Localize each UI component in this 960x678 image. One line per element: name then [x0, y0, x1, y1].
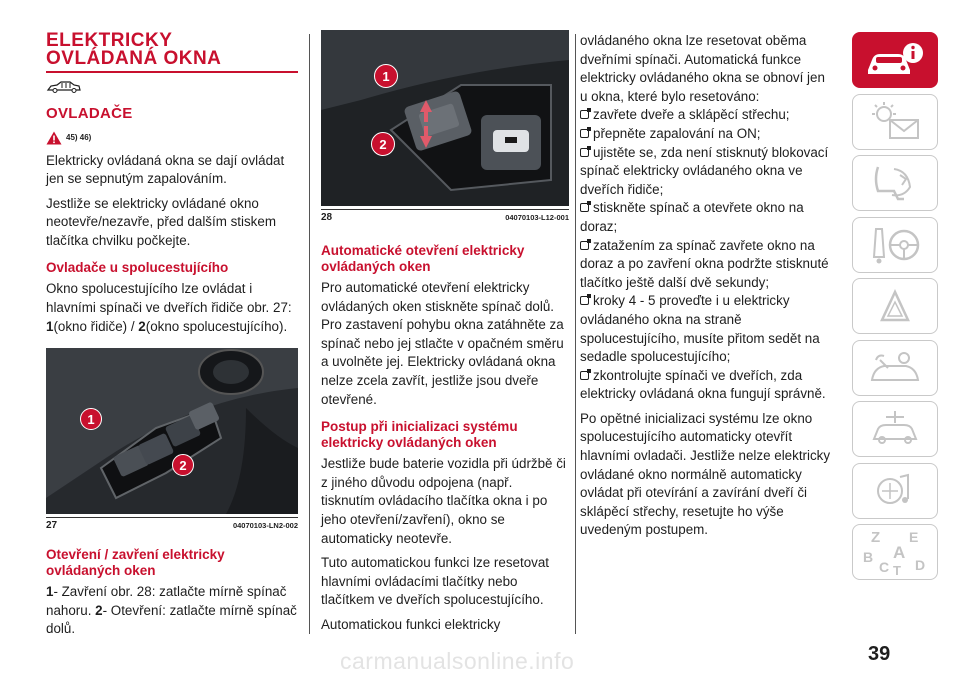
tab-multimedia[interactable]	[852, 463, 938, 519]
emergency-icon	[864, 284, 926, 328]
index-letter: T	[893, 563, 901, 578]
chapter-tabs	[852, 32, 938, 586]
list-item-text: zatažením za spínač zavřete okno na doraz a po zavření okna podržte stisknuté tlačítko ještě další dvě sekundy;	[580, 237, 829, 290]
figure-code: 04070103-LN2-002	[232, 521, 298, 531]
text: - Otevření: zatlačte mírně spínač dolů.	[46, 602, 297, 637]
warning-icon	[46, 131, 62, 145]
checkbox-bullet-icon	[580, 371, 589, 380]
list-item	[580, 199, 832, 236]
checkbox-bullet-icon	[580, 203, 589, 212]
title-rule	[46, 71, 298, 73]
index-letter: E	[909, 529, 919, 545]
index-letter: B	[863, 549, 874, 565]
tab-car-info[interactable]	[852, 32, 938, 88]
list-item	[580, 144, 832, 200]
ref-number: 1	[46, 584, 54, 600]
checkbox-bullet-icon	[580, 148, 589, 157]
list-item-text: přepněte zapalování na ON;	[593, 125, 761, 141]
column-divider-1	[309, 34, 310, 634]
list-item	[580, 292, 832, 366]
index-letter: D	[915, 557, 926, 573]
paragraph-passenger	[46, 280, 298, 336]
multimedia-icon	[864, 469, 926, 513]
column-divider-2	[575, 34, 576, 634]
watermark: carmanualsonline.info	[340, 648, 575, 674]
figure-27-door-switches	[46, 348, 298, 514]
callout-1: 1	[80, 408, 102, 430]
figure-number: 28	[321, 212, 333, 223]
ref-number: 2	[95, 602, 103, 618]
warning-row	[46, 130, 298, 146]
seat-safety-icon	[864, 161, 926, 205]
ref-number: 1	[46, 318, 54, 334]
window-switch-photo	[321, 30, 569, 206]
dashboard-lights-icon	[864, 100, 926, 144]
text: - Zavření obr. 28: zatlačte mírně spínač nahoru.	[46, 584, 287, 618]
checkbox-bullet-icon	[580, 110, 589, 119]
text: (okno spolucestujícího).	[145, 318, 288, 334]
list-item-text: zavřete dveře a sklápěcí střechu;	[593, 107, 790, 123]
list-item	[580, 237, 832, 293]
figure-28-window-switch	[321, 30, 569, 206]
heading-passenger-controls: Ovladače u spolucestujícího	[46, 260, 229, 276]
text: Okno spolucestujícího lze ovládat i hlavními spínači ve dveřích řidiče obr. 27:	[46, 281, 292, 316]
starting-driving-icon	[864, 223, 926, 267]
list-item-text: ujistěte se, zda není stisknutý blokovací spínač elektricky ovládaného okna ve dveřích řidiče;	[580, 144, 829, 197]
maintenance-icon	[864, 346, 926, 390]
checkbox-bullet-icon	[580, 296, 589, 305]
callout-2: 2	[371, 132, 395, 156]
paragraph: Jestliže se elektricky ovládané okno neotevře/nezavře, před dalším stiskem tlačítka chvilku počkejte.	[46, 195, 276, 248]
paragraph: ovládaného okna lze resetovat oběma dveřními spínači. Automatická funkce elektricky ovládaného okna se obnoví jen u okna, které bylo resetováno:	[580, 33, 825, 104]
heading-init-procedure: Postup při inicializaci systému elektricky ovládaných oken	[321, 419, 518, 451]
text: (okno řidiče) /	[53, 318, 139, 334]
tab-technical-data[interactable]	[852, 401, 938, 457]
figure-caption	[321, 209, 569, 223]
tab-starting-driving[interactable]	[852, 217, 938, 273]
heading-open-close: Otevření / zavření elektricky ovládaných oken	[46, 547, 225, 579]
figure-code: 04070103-L12-001	[505, 213, 569, 222]
callout-1: 1	[374, 64, 398, 88]
tab-index[interactable]	[852, 524, 938, 580]
column-middle	[321, 30, 569, 635]
paragraph: Pro automatické otevření elektricky ovládaných oken stiskněte spínač dolů. Pro zastavení pohybu okna zatáhněte za spínač nebo jej stlačte v opačném směru a uvolněte jej. Elektricky ovládaná okna nelze zcela zavřít, jestliže jsou dveře otevřené.	[321, 280, 564, 407]
index-letter: A	[893, 543, 906, 562]
index-letter: Z	[871, 529, 881, 546]
door-panel-photo	[46, 348, 298, 514]
heading-auto-open: Automatické otevření elektricky ovládaných oken	[321, 243, 525, 274]
list-item-text: kroky 4 - 5 proveďte i u elektricky ovládaného okna na straně spolucestujícího, musíte přitom sedět na sedadle spolucestujícího;	[580, 293, 820, 365]
column-right	[580, 32, 832, 540]
warning-refs: 45) 46)	[66, 133, 92, 142]
paragraph: Tuto automatickou funkci lze resetovat hlavními ovládacími tlačítky nebo tlačítkem ve dveřích spolucestujícího.	[321, 555, 550, 608]
list-item-text: zkontrolujte spínači ve dveřích, zda elektricky ovládaná okna fungují správně.	[580, 367, 826, 402]
ref-number: 2	[138, 318, 146, 334]
technical-data-icon	[864, 407, 926, 451]
paragraph-open-close	[46, 583, 298, 639]
subsection-title: OVLADAČE	[46, 104, 133, 122]
car-info-icon	[864, 40, 926, 80]
callout-2: 2	[172, 454, 194, 476]
figure-caption	[46, 517, 298, 531]
tab-maintenance[interactable]	[852, 340, 938, 396]
car-window-icon	[46, 79, 298, 93]
tab-seat-safety[interactable]	[852, 155, 938, 211]
bullet-list	[580, 106, 832, 404]
tab-emergency[interactable]	[852, 278, 938, 334]
section-title-line2: OVLÁDANÁ OKNA	[46, 48, 222, 69]
section-title	[46, 32, 298, 68]
list-item-text: stiskněte spínač a otevřete okno na doraz;	[580, 200, 804, 234]
column-left	[46, 32, 298, 639]
section-title-line1: ELEKTRICKY	[46, 30, 173, 51]
list-item	[580, 125, 832, 144]
paragraph: Po opětné inicializaci systému lze okno spolucestujícího automaticky otevřít hlavními ovladači. Jestliže nelze elektricky ovládané okno normálně automaticky ovládat při otevírání a zavírání dveří či sklápěcí střechy, resetujte ho výše uvedeným postupem.	[580, 410, 831, 538]
tab-dashboard-lights[interactable]	[852, 94, 938, 150]
paragraph: Elektricky ovládaná okna se dají ovládat jen se sepnutým zapalováním.	[46, 152, 285, 187]
paragraph: Automatickou funkci elektricky	[321, 616, 501, 632]
index-letter: C	[879, 559, 890, 575]
checkbox-bullet-icon	[580, 129, 589, 138]
checkbox-bullet-icon	[580, 241, 589, 250]
list-item	[580, 367, 832, 404]
list-item	[580, 106, 832, 125]
paragraph: Jestliže bude baterie vozidla při údržbě či z jiného důvodu odpojena (např. tisknutím ovládacího tlačítka okna i po jeho otevření/zavření), okno se automaticky neotevře.	[321, 456, 566, 546]
page-number: 39	[868, 643, 891, 665]
figure-number: 27	[46, 520, 58, 532]
